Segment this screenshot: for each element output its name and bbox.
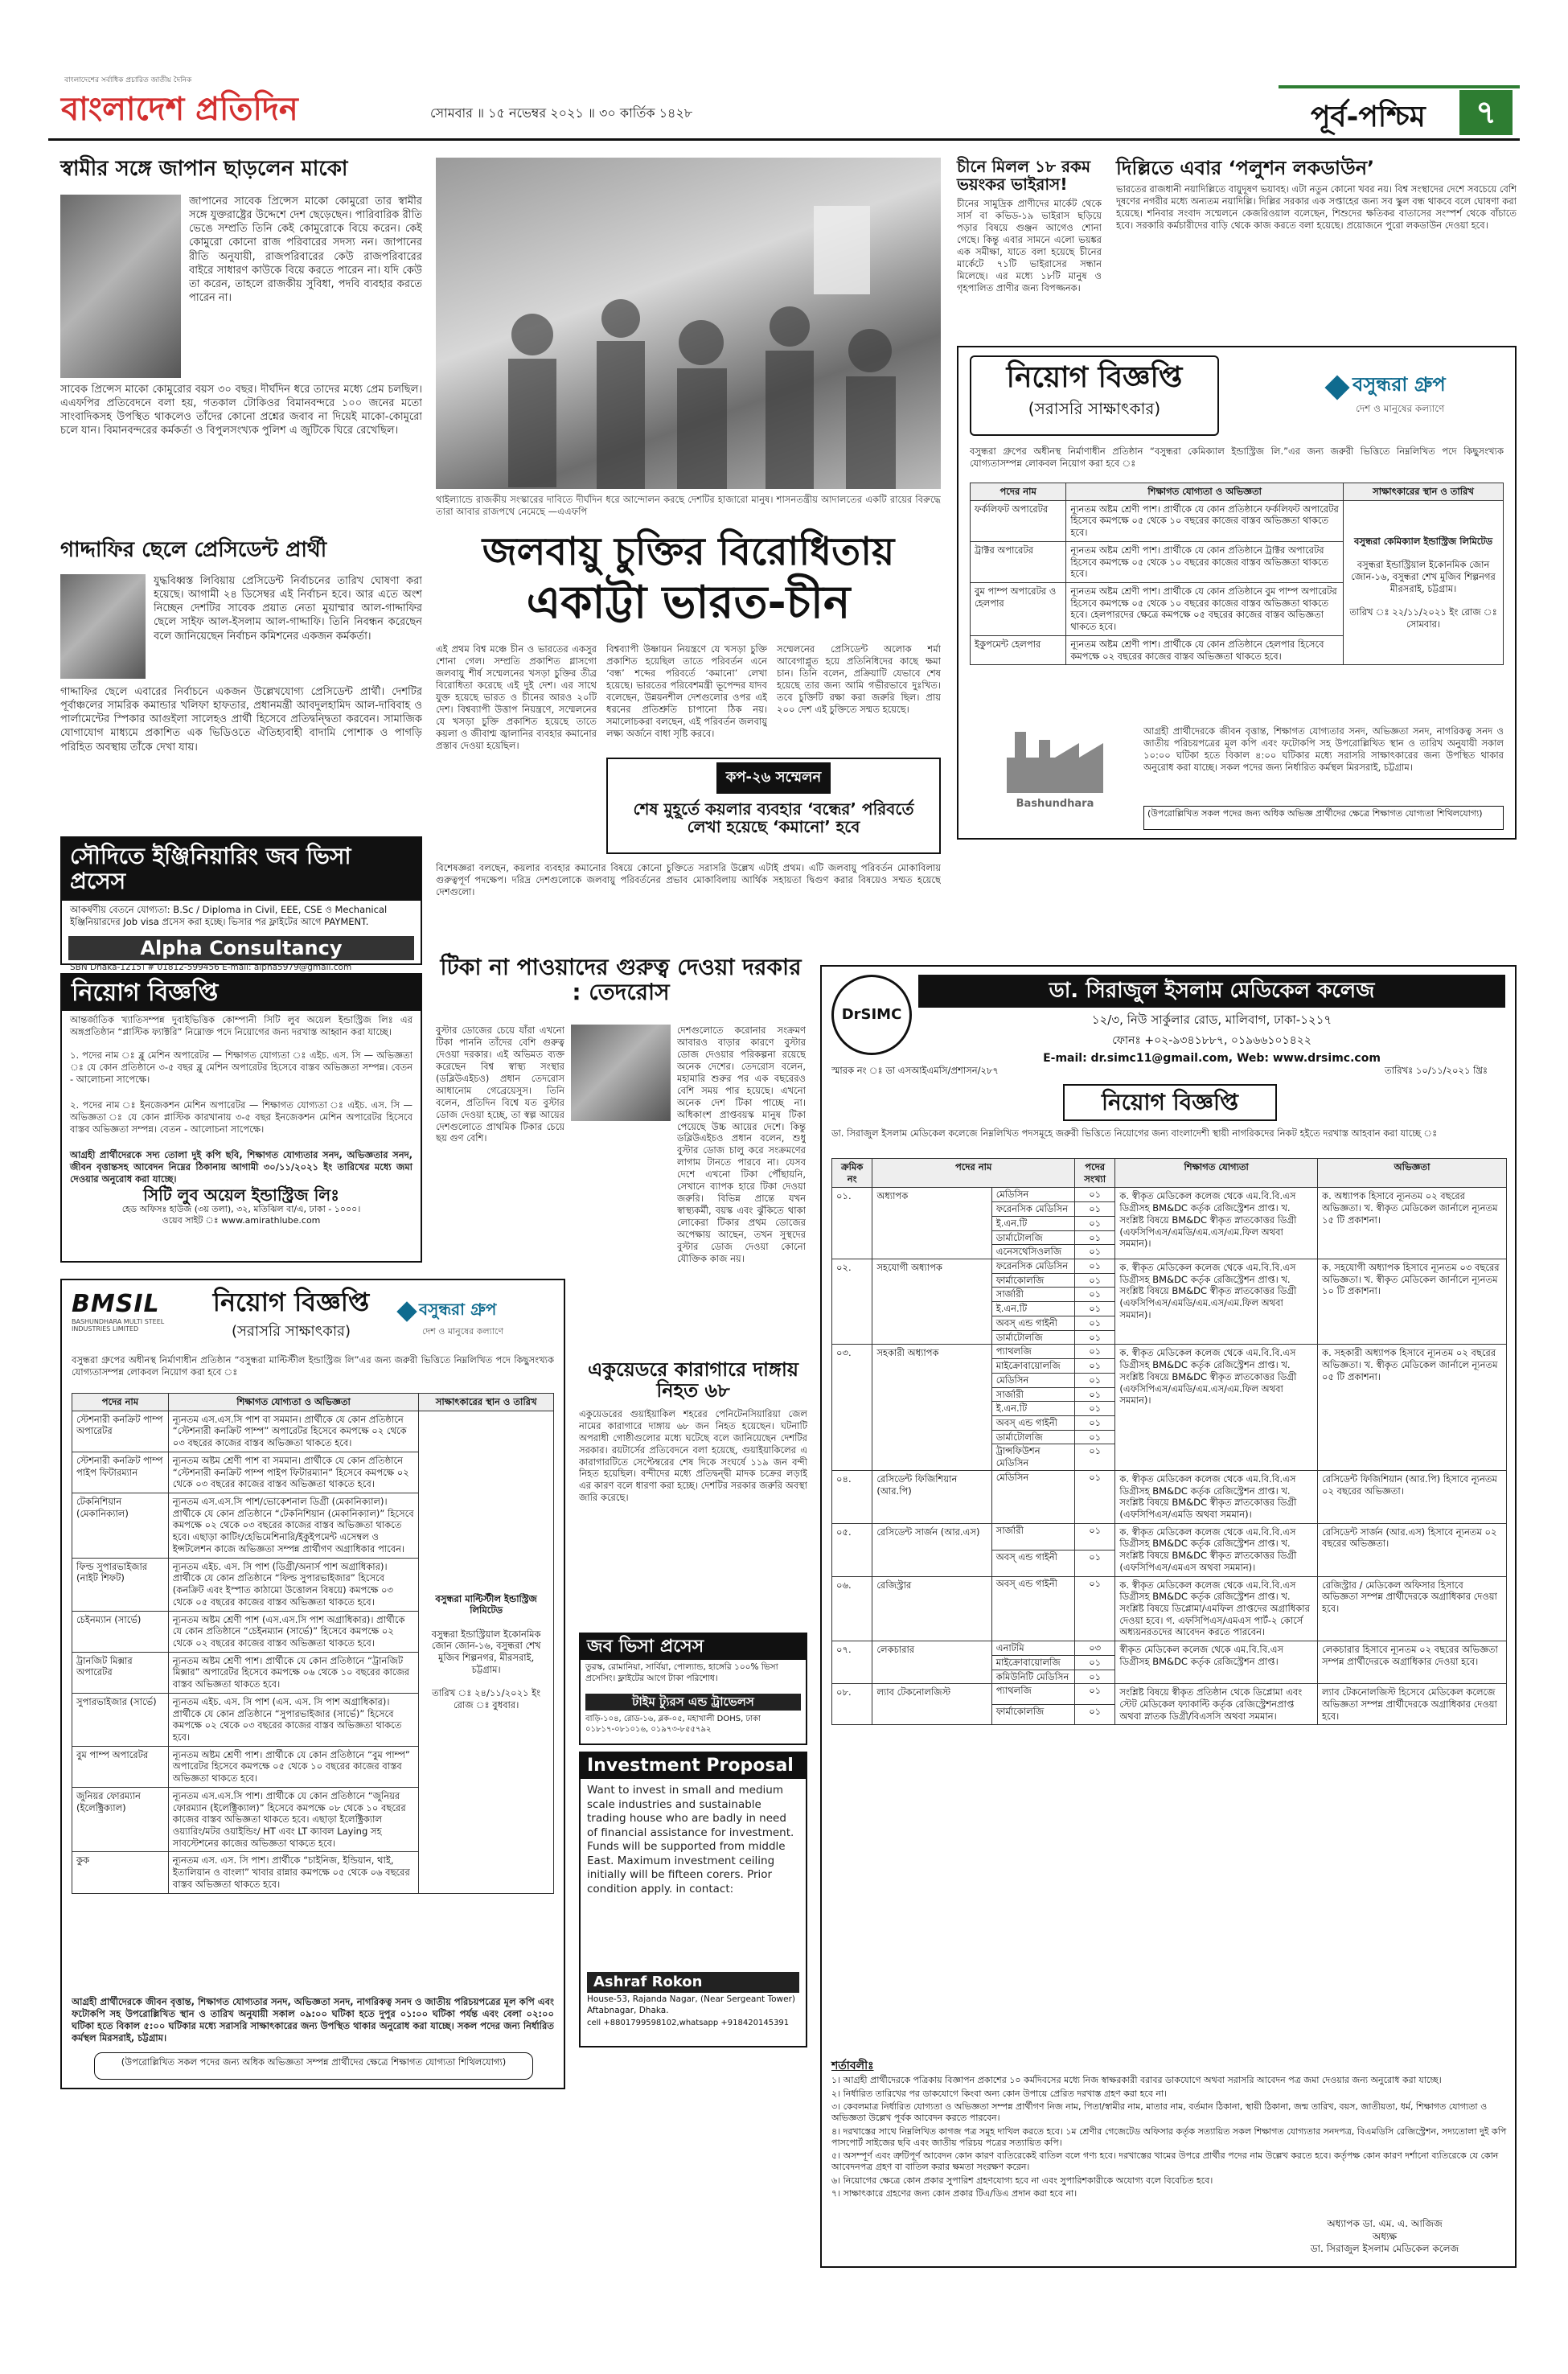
col-header: শিক্ষাগত যোগ্যতা ও অভিজ্ঞতা	[168, 1394, 418, 1411]
article-body: জাপানের সাবেক প্রিন্সেস মাকো কোমুরো তার স্বামীর সঙ্গে যুক্তরাষ্ট্রের উদ্দেশে দেশ ছেড়েছেন। পারিবারিক রীতি ভেঙে সম্প্রতি তিনি কেই কোমুরোকে বিয়ে করেন। কেই কোমুরো কোনো রাজ পরিবারের সদস্য নন। জাপানের রীতি অনুযায়ী, রাজপরিবারের কেউ রাজপরিবারের বাইরে সাধারণ কাউকে বিয়ে করতে পারেন না। যদি কেউ তা করেন, তাহলে রাজকীয় সুবিধা, পদবি ব্যবহার করতে পারেন না।	[189, 195, 422, 305]
ad-title-box	[191, 1288, 392, 1345]
department: অবস্ এন্ড গাইনী	[991, 1415, 1074, 1430]
college-phone: ফোনঃ +০২-৯৩৪১৮৮৭, ০১৯৬৬১০১৪২২	[1112, 1033, 1311, 1047]
post-count: ০১	[1075, 1330, 1115, 1345]
article-body: বিশ্বব্যাপী উষ্ণায়ন নিয়ন্ত্রণে যে খসড়া চুক্তি প্রকাশিত হয়েছিল তাতে পরিবর্তন এনে ‘বন্ধ’ শব্দের পরিবর্তে ‘কমানো’ লেখা হয়েছে। ভারতের পরিবেশমন্ত্রী ভূপেন্দর যাদব বলেছেন, উন্নয়নশীল দেশগুলোর ওপর এই ধরনের প্রতিশ্রুতি চাপানো ঠিক নয়। সমালোচকরা বলছেন, এই পরিবর্তন জলবায়ু লক্ষ্য অর্জনে বাধা সৃষ্টি করবে।	[606, 643, 767, 739]
contact-address: House-53, Rajanda Nagar, (Near Sergeant Tower) Aftabnagar, Dhaka.	[587, 1994, 795, 2015]
section-name: পূর্ব-পশ্চিম	[1311, 101, 1426, 133]
article-body: দেশগুলোতে করোনার সংক্রমণ আবারও বাড়ার কারণে বুস্টার ডোজ দেওয়ার পরিকল্পনা রয়েছে অনেক দেশের। তেদরোস বলেন, মহামারি শুরুর পর এক বছরেরও বেশি সময় পার হয়েছে। এখনো অনেক দেশ টিকা পাচ্ছে না। অধিকাংশ প্রাপ্তবয়স্ক মানুষ টিকা পেয়েছে উচ্চ আয়ের দেশে। কিন্তু ডব্লিউএইচও প্রধান বলেন, শুধু বুস্টার ডোজ চালু করে সংক্রমণের লাগাম টানতে পারবে না। যেসব দেশে এখনো টিকা পৌঁছায়নি, সেখানে ব্যাপক হারে টিকা দেওয়া জরুরি। বিভিন্ন প্রান্তে যখন স্বাস্থ্যকর্মী, বয়স্ক এবং ঝুঁকিতে থাকা লোকেরা টিকার প্রথম ডোজের অপেক্ষায় আছেন, তখন সুস্থদের বুস্টার ডোজ দেওয়া কোনো যৌক্তিক কাজ নয়।	[677, 1025, 806, 1264]
ad-title: নিয়োগ বিজ্ঞপ্তি	[1101, 1089, 1239, 1115]
table-row: স্টেশনারী কনক্রিট পাম্প অপারেটর ন্যূনতম এস.এস.সি পাশ বা সমমান। প্রার্থীকে যে কোন প্রতিষ্ঠানে “স্টেশনারী কনক্রিট পাম্প” অপারেটর হিসেবে কমপক্ষে ০২ থেকে ০৩ বছরের কাজের বাস্তব অভিজ্ঞতা থাকতে হবে। বসুন্ধরা মাল্টিস্টীল ইন্ডাস্ট্রিজ লিমিটেড বসুন্ধরা ইন্ডাস্ট্রিয়াল ইকোনমিক জোন জোন-১৬, বসুন্ধরা শেখ মুজিব শিল্পনগর, মীরসরাই, চট্টগ্রাম। তারিখ ঃ ২৪/১১/২০২১ ইং রোজ ঃ বুধবার।	[72, 1411, 554, 1452]
brand-tagline: দেশ ও মানুষের কল্যাণে	[422, 1326, 504, 1337]
college-email[interactable]: E-mail: dr.simc11@gmail.com, Web: www.drsimc.com	[1043, 1051, 1381, 1065]
ad-subtitle: (সরাসরি সাক্ষাৎকার)	[232, 1323, 351, 1341]
table-row: ০৫. রেসিডেন্ট সার্জন (আর.এস) সার্জারী ০১ ক. স্বীকৃত মেডিকেল কলেজ থেকে এম.বি.বি.এস ডিগ্রীসহ BM&DC কর্তৃক রেজিস্ট্রেশন প্রাপ্ত। খ. সংশ্লিষ্ট বিষয়ে BM&DC স্বীকৃত স্নাতকোত্তর ডিগ্রী (এফসিপিএস/এমএস অথবা সমমান)। রেসিডেন্ট সার্জন (আর.এস) হিসাবে ন্যূনতম ০২ বছরের অভিজ্ঞতা।	[832, 1523, 1507, 1550]
contact: SBN Dhaka-1215। # 01812-599456 E-mail: alpha5979@gmail.com	[70, 962, 352, 972]
department: ডার্মাটোলজি	[991, 1330, 1074, 1345]
job-table	[970, 483, 1504, 665]
highlight-text: শেষ মুহূর্তে কয়লার ব্যবহার ‘বন্ধের’ পরিবর্তে লেখা হয়েছে ‘কমানো’ হবে	[633, 799, 914, 836]
post-count: ০১	[1075, 1359, 1115, 1374]
article-ecuador	[579, 1359, 807, 1624]
post-name: ল্যাব টেকনোলজিস্ট	[872, 1684, 991, 1725]
qualification: ক. স্বীকৃত মেডিকেল কলেজ থেকে এম.বি.বি.এস ডিগ্রীসহ BM&DC কর্তৃক রেজিস্ট্রেশন প্রাপ্ত। খ. সংশ্লিষ্ট বিষয়ে BM&DC স্বীকৃত স্নাতকোত্তর ডিগ্রী (এফসিপিএস/এমএস অথবা সমমান)।	[1115, 1523, 1318, 1576]
signature-block	[1256, 2218, 1513, 2256]
col-header: শিক্ষাগত যোগ্যতা	[1115, 1159, 1318, 1188]
col-header: অভিজ্ঞতা	[1318, 1159, 1507, 1188]
department: প্যাথলজি	[991, 1684, 1074, 1705]
apply-text: আগ্রহী প্রার্থীদেরকে সদ্য তোলা দুই কপি ছবি, শিক্ষাগত যোগ্যতার সনদ, অভিজ্ঞতার সনদ, জীবন বৃত্তান্তসহ আবেদন নিম্নের ঠিকানায় আগামী ৩০/১১/২০২১ ইং তারিখের মধ্যে জমা দেওয়ার অনুরোধ করা যাচ্ছে।	[70, 1149, 413, 1185]
post-count: ০১	[1075, 1523, 1115, 1550]
department: ই.এন.টি	[991, 1302, 1074, 1316]
article-body: একুয়েডরের গুয়াইয়াকিল শহরের পেনিটেনসিয়ারিয়া জেল নামের কারাগারে দাঙ্গায় ৬৮ জন নিহত হয়েছেন। ঘটনাটি অপরাধী গোষ্ঠীগুলোর মধ্যে ঘটেছে বলে জানিয়েছেন দেশটির সরকার। রয়টার্সের প্রতিবেদনে বলা হয়েছে, গুয়াইয়াকিলের এ কারাগারটিতে সেপ্টেম্বরের শেষ দিকে সংঘর্ষে ১১৯ জন বন্দী নিহত হয়েছিল। বন্দীদের মধ্যে প্রতিদ্বন্দ্বী মাদক চক্রের লড়াই এর কারণ বলে ধারণা করা হচ্ছে। দেশটির সরকার জরুরি অবস্থা জারি করেছে।	[579, 1407, 807, 1504]
article-body: গাদ্দাফির ছেলে এবারের নির্বাচনে একজন উল্লেখযোগ্য প্রেসিডেন্ট প্রার্থী। দেশটির পূর্বাঞ্চলের সামরিক কমান্ডার খলিফা হাফতার, প্রধানমন্ত্রী আবদুলহামিদ আল-দাবিবাহ ও পার্লামেন্টের স্পিকার আগুইলা সালেহও প্রার্থী হিসেবে প্রতিদ্বন্দ্বিতা করবেন। সামাজিক যোগাযোগ মাধ্যমে প্রকাশিত এক ভিডিওতে ঐতিহ্যবাহী বাদামি পোশাক ও পাগড়ি পরিহিত অবস্থায় তাঁকে দেখা যায়।	[60, 686, 422, 754]
table-row: ০৭. লেকচারার এনাটমি ০৩ স্বীকৃত মেডিকেল কলেজ থেকে এম.বি.বি.এস ডিগ্রীসহ BM&DC কর্তৃক রেজিস্ট্রেশন প্রাপ্ত। লেকচারার হিসাবে ন্যূনতম ০২ বছরের অভিজ্ঞতা সম্পন্ন প্রার্থীদেরকে অগ্রাধিকার দেওয়া হবে।	[832, 1641, 1507, 1656]
department: মাইক্রোবায়োলজি	[991, 1359, 1074, 1374]
bashundhara-brand	[400, 1298, 552, 1340]
department: এনাটমি	[991, 1641, 1074, 1656]
col-header: পদের সংখ্যা	[1075, 1159, 1115, 1188]
post-count: ০১	[1075, 1670, 1115, 1684]
ad-title: Investment Proposal	[581, 1753, 806, 1779]
terms	[831, 2060, 1507, 2221]
headline: একুয়েডরে কারাগারে দাঙ্গায় নিহত ৬৮	[587, 1358, 799, 1403]
post-count: ০১	[1075, 1259, 1115, 1274]
signatory-title: অধ্যক্ষ	[1372, 2230, 1398, 2242]
post-count: ০১	[1075, 1444, 1115, 1470]
department: অবস্ এন্ড গাইনী	[991, 1576, 1074, 1641]
department: ফার্মাকোলজি	[991, 1704, 1074, 1725]
post-count: ০১	[1075, 1202, 1115, 1217]
table-row: ট্রানজিট মিক্সার অপারেটর ন্যূনতম অষ্টম শ্রেণী পাশ। প্রার্থীকে যে কোন প্রতিষ্ঠানে “ট্রানজিট মিক্সার” অপারেটর হিসেবে কমপক্ষে ০৬ থেকে ১০ বছরের কাজের বাস্তব অভিজ্ঞতা থাকতে হবে।	[72, 1652, 554, 1693]
article-body: সম্মেলনের প্রেসিডেন্ট অলোক শর্মা আবেগাপ্লুত হয়ে প্রতিনিধিদের কাছে ক্ষমা চান। তিনি বলেন, প্রক্রিয়াটি যেভাবে শেষ হয়েছে তার জন্য আমি গভীরভাবে দুঃখিত। তবে চুক্তিটি রক্ষা করা জরুরি ছিল। প্রায় ২০০ দেশ এই চুক্তিতে সম্মত হয়েছে।	[777, 643, 941, 715]
article-japan	[60, 158, 422, 528]
factory-logo	[975, 725, 1135, 822]
college-address: ১২/৩, নিউ সার্কুলার রোড, মালিবাগ, ঢাকা-১২১৭	[1091, 1012, 1332, 1027]
post-name: রেসিডেন্ট ফিজিশিয়ান (আর.পি)	[872, 1470, 991, 1523]
company-name: সিটি লুব অয়েল ইন্ডাস্ট্রিজ লিঃ	[143, 1185, 339, 1205]
contact-name: Ashraf Rokon	[587, 1972, 799, 1993]
qualification: স্বীকৃত মেডিকেল কলেজ থেকে এম.বি.বি.এস ডিগ্রীসহ BM&DC কর্তৃক রেজিস্ট্রেশন প্রাপ্ত।	[1115, 1641, 1318, 1684]
job-post-1: ১. পদের নাম ঃ ব্লু মেশিন অপারেটর — শিক্ষাগত যোগ্যতা ঃ এইচ. এস. সি — অভিজ্ঞতা ঃ যে কোন প্রতিষ্ঠানে ৩-৫ বছর ব্লু মেশিন অপারেটর হিসেবে বাস্তব অভিজ্ঞতা সম্পন্ন। বেতন - আলোচনা সাপেক্ষে।	[70, 1049, 413, 1085]
interview-place: বসুন্ধরা মাল্টিস্টীল ইন্ডাস্ট্রিজ লিমিটেড	[435, 1592, 537, 1616]
table-row: ০৬. রেজিস্ট্রার অবস্ এন্ড গাইনী ০১ ক. স্বীকৃত মেডিকেল কলেজ থেকে এম.বি.বি.এস ডিগ্রীসহ BM&DC কর্তৃক রেজিস্ট্রেশন প্রাপ্ত। খ. সংশ্লিষ্ট বিষয়ে ডিপ্লোমা/এমফিল প্রাপ্তদের অগ্রাধিকার দেওয়া হবে। গ. এফসিপিএস/এমএস পার্ট-২ কোর্সে অধ্যয়নরতদের আবেদন করতে পারবেন। রেজিস্ট্রার / মেডিকেল অফিসার হিসাবে অভিজ্ঞতা সম্পন্ন প্রার্থীদেরকে অগ্রাধিকার দেওয়া হবে।	[832, 1576, 1507, 1641]
ad-footer: আগ্রহী প্রার্থীদেরকে জীবন বৃত্তান্ত, শিক্ষাগত যোগ্যতার সনদ, অভিজ্ঞতা সনদ, নাগরিকত্ব সনদ ও জাতীয় পরিচয়পত্রের মূল কপি এবং ফটোকপি সহ উপরোল্লিখিত স্থান ও তারিখ অনুযায়ী সকাল ০৯:০০ ঘটিকা হতে দুপুর ০১:০০ ঘটিকা পর্যন্ত এবং বেলা ০২:০০ ঘটিকা হতে বিকাল ৫:০০ ঘটিকার মধ্যে সরাসরি সাক্ষাৎকারের জন্য উপস্থিত থাকার অনুরোধ করা যাচ্ছে। সকল পদের জন্য নির্ধারিত কর্মস্থল মিরসরাই, চট্টগ্রাম।	[72, 1996, 554, 2043]
post-count: ০১	[1075, 1345, 1115, 1359]
post-name: রেজিস্ট্রার	[872, 1576, 991, 1641]
department: ট্রান্সফিউশন মেডিসিন	[991, 1444, 1074, 1470]
interview-place: বসুন্ধরা কেমিক্যাল ইন্ডাস্ট্রিজ লিমিটেড	[1353, 535, 1493, 547]
table-row: সুপারভাইজার (সার্ভে) ন্যূনতম এইচ. এস. সি পাশ (এস. এস. সি পাশ অগ্রাধিকার)। প্রার্থীকে যে কোন প্রতিষ্ঠানে “সুপারভাইজার (সার্ভে)” হিসেবে কমপক্ষে ০২ থেকে ০৩ বছরের কাজের বাস্তব অভিজ্ঞতা থাকতে হবে।	[72, 1693, 554, 1746]
department: সার্জারী	[991, 1387, 1074, 1402]
article-delhi	[1116, 158, 1517, 343]
col-header: ক্রমিক নং	[832, 1159, 872, 1188]
qualification: ক. স্বীকৃত মেডিকেল কলেজ থেকে এম.বি.বি.এস ডিগ্রীসহ BM&DC কর্তৃক রেজিস্ট্রেশন প্রাপ্ত। খ. সংশ্লিষ্ট বিষয়ে ডিপ্লোমা/এমফিল প্রাপ্তদের অগ্রাধিকার দেওয়া হবে। গ. এফসিপিএস/এমএস পার্ট-২ কোর্সে অধ্যয়নরতদের আবেদন করতে পারবেন।	[1115, 1576, 1318, 1641]
table-row: ফিল্ড সুপারভাইজার (নাইট শিফট) ন্যূনতম এইচ. এস. সি পাশ (ডিগ্রী/অনার্স পাশ অগ্রাধিকার)। প্রার্থীকে যে কোন প্রতিষ্ঠানে “ফিল্ড সুপারভাইজার” হিসেবে (কনক্রিট এবং ইস্পাত কাঠামো উত্তোলন বিষয়ে) কমপক্ষে ০৩ থেকে ০৫ বছরের কাজের বাস্তব অভিজ্ঞতা থাকতে হবে।	[72, 1558, 554, 1611]
post-count: ০১	[1075, 1273, 1115, 1288]
protest-photo	[436, 158, 941, 489]
bashundhara-leaf-icon	[1324, 375, 1349, 400]
qualification: ক. স্বীকৃত মেডিকেল কলেজ থেকে এম.বি.বি.এস ডিগ্রীসহ BM&DC কর্তৃক রেজিস্ট্রেশন প্রাপ্ত। খ. সংশ্লিষ্ট বিষয়ে BM&DC স্বীকৃত স্নাতকোত্তর ডিগ্রী (এফসিপিএস/এমডি/এম.এস/এম.ফিল অথবা সমমান)।	[1115, 1345, 1318, 1470]
post-count: ০১	[1075, 1188, 1115, 1202]
ad-note: (উপরোল্লিখিত সকল পদের জন্য অধিক অভিজ্ঞ প্রার্থীদের ক্ষেত্রে শিক্ষাগত যোগ্যতা শিথিলযোগ্য)	[1143, 806, 1504, 830]
article-body: যুদ্ধবিধ্বস্ত লিবিয়ায় প্রেসিডেন্ট নির্বাচনের তারিখ ঘোষণা করা হয়েছে। আগামী ২৪ ডিসেম্বর এই নির্বাচন হবে। আর এতে অংশ নিচ্ছেন দেশটির সাবেক প্রয়াত নেতা মুয়াম্মার আল-গাদ্দাফির ছেলে সাইফ আল-ইসলাম আল-গাদ্দাফি। তিনি নিবন্ধন করেছেন বলে জানিয়েছেন নির্বাচন কমিশনের একজন কর্মকর্তা।	[154, 575, 422, 643]
post-count: ০১	[1075, 1245, 1115, 1259]
department: ই.এন.টি	[991, 1216, 1074, 1230]
table-row: স্টেশনারী কনক্রিট পাম্প পাইপ ফিটারম্যান ন্যূনতম অষ্টম শ্রেণী পাশ বা সমমান। প্রার্থীকে যে কোন প্রতিষ্ঠানে “স্টেশনারী কনক্রিট পাম্প পাইপ ফিটারম্যান” হিসেবে কমপক্ষে ০২ থেকে ০৩ বছরের কাজের বাস্তব অভিজ্ঞতা থাকতে হবে।	[72, 1452, 554, 1493]
experience: লেকচারার হিসাবে ন্যূনতম ০২ বছরের অভিজ্ঞতা সম্পন্ন প্রার্থীদেরকে অগ্রাধিকার দেওয়া হবে।	[1318, 1641, 1507, 1684]
brand-name: বসুন্ধরা গ্রুপ	[1353, 373, 1446, 396]
ad-job-visa	[579, 1633, 807, 1745]
post-count: ০১	[1075, 1402, 1115, 1416]
article-body: বিশেষজ্ঞরা বলছেন, কয়লার ব্যবহার কমানোর বিষয়ে কোনো চুক্তিতে সরাসরি উল্লেখ এটাই প্রথম। এটি জলবায়ু পরিবর্তন মোকাবিলায় গুরুত্বপূর্ণ পদক্ষেপ। দরিদ্র দেশগুলোকে জলবায়ু পরিবর্তনের প্রভাব মোকাবিলায় আর্থিক সহায়তা দ্বিগুণ করার বিষয়েও সম্মত হয়েছে দেশগুলো।	[436, 862, 941, 897]
photo	[60, 195, 181, 378]
ad-text: তুরস্ক, রোমানিয়া, সার্বিয়া, পোল্যান্ড, হাঙ্গেরি ১০০% ভিসা প্রসেসিং। ফ্লাইটের আগে টাকা পরিশোধ।	[585, 1662, 778, 1683]
post-name: সহযোগী অধ্যাপক	[872, 1259, 991, 1345]
experience: রেসিডেন্ট ফিজিশিয়ান (আর.পি) হিসাবে ন্যূনতম ০২ বছরের অভিজ্ঞতা।	[1318, 1470, 1507, 1523]
contact-phone: cell +8801799598102,whatsapp +918420145391	[587, 2019, 790, 2028]
agency-name: টাইম ট্যুরস এন্ড ট্রাভেলস	[585, 1694, 801, 1711]
ad-simc	[820, 965, 1517, 2268]
department: মেডিসিন	[991, 1188, 1074, 1202]
masthead-rule	[48, 138, 1520, 141]
article-body: ভারতের রাজধানী নয়াদিল্লিতে বায়ুদূষণ ভয়াবহ। এটা নতুন কোনো খবর নয়। বিশ্ব সংস্থাদের দেশে সবচেয়ে বেশি দূষণের নগরীর মধ্যে অন্যতম নয়াদিল্লি। দিল্লির সরকার এক সপ্তাহের জন্য সব স্কুল বন্ধ থাকবে বলে ঘোষণা করা হয়েছে। শনিবার সংবাদ সম্মেলনে কেজরিওয়াল বলেছেন, শিশুদের ক্ষতিকর বাতাসের সংস্পর্শ থেকে বাঁচাতে হবে। সরকারি কর্মচারীদের বাড়ি থেকে কাজ করতে বলা হয়েছে। প্রয়োজনে পুরো লকডাউন দেওয়া হবে।	[1116, 183, 1517, 232]
department: সার্জারী	[991, 1523, 1074, 1550]
ad-title-box	[970, 355, 1219, 436]
ad-intro: ডা. সিরাজুল ইসলাম মেডিকেল কলেজে নিম্নলিখিত পদসমূহে জরুরী ভিত্তিতে নিয়োগের জন্য বাংলাদেশী স্থায়ী নাগরিকদের নিকট হইতে দরখাস্ত আহবান করা যাচ্ছে ঃ	[831, 1127, 1438, 1139]
crowd-illustration	[436, 158, 941, 489]
post-count: ০১	[1075, 1288, 1115, 1302]
headline: স্বামীর সঙ্গে জাপান ছাড়লেন মাকো	[60, 157, 348, 181]
ad-title-box	[1063, 1084, 1277, 1121]
ad-saudi-visa	[60, 836, 422, 972]
bmsil-logo	[72, 1290, 184, 1333]
contact: বাড়ি-১০৪, রোড-১৬, ব্লক-০৫, মহাখালী DOHS, ঢাকা ০১৮১৭-০৮১০১৬, ০১৯৭৩-৮৫৫৭৯২	[585, 1714, 761, 1734]
college-name: ডা. সিরাজুল ইসলাম মেডিকেল কলেজ	[918, 975, 1505, 1008]
masthead-date: সোমবার ॥ ১৫ নভেম্বর ২০২১ ॥ ৩০ কার্তিক ১৪২৮	[430, 105, 693, 121]
ad-city-lube	[60, 973, 422, 1263]
simc-logo	[831, 975, 912, 1055]
post-count: ০১	[1075, 1470, 1115, 1523]
newspaper-logo[interactable]: বাংলাদেশ প্রতিদিন	[61, 90, 298, 128]
department: ডার্মাটোলজি	[991, 1430, 1074, 1444]
department: ডার্মাটোলজি	[991, 1230, 1074, 1245]
article-body: এই প্রথম বিশ্ব মঞ্চে চীন ও ভারতের একসুর শোনা গেল। সম্প্রতি প্রকাশিত গ্লাসগো জলবায়ু শীর্ষ সম্মেলনের খসড়া চুক্তির তীব্র বিরোধিতা করেছে এই দুই দেশ। এর সাথে যুক্ত হয়েছে ভারত ও চীনের আরও ২০টি দেশ। বিশ্বব্যাপী উত্তাপ নিয়ন্ত্রণে, সম্মেলনের যে খসড়া চুক্তি প্রকাশিত হয়েছে তাতে কয়লা ও জীবাশ্ম জ্বালানির ব্যবহার কমানোর প্রস্তাব দেওয়া হয়েছিল।	[436, 643, 597, 751]
company-website[interactable]: ওয়েব সাইট ঃ www.amirathlube.com	[162, 1215, 321, 1226]
col-header: পদের নাম	[971, 483, 1066, 501]
signatory-name: অধ্যাপক ডা. এম. এ. আজিজ	[1327, 2218, 1443, 2229]
department: মাইক্রোবায়োলজি	[991, 1655, 1074, 1670]
page-number: ৭	[1475, 94, 1496, 131]
table-row: ০৪. রেসিডেন্ট ফিজিশিয়ান (আর.পি) মেডিসিন ০১ ক. স্বীকৃত মেডিকেল কলেজ থেকে এম.বি.বি.এস ডিগ্রীসহ BM&DC কর্তৃক রেজিস্ট্রেশন প্রাপ্ত। খ. সংশ্লিষ্ট বিষয়ে BM&DC স্বীকৃত স্নাতকোত্তর ডিগ্রী (এফসিপিএস/এমডি অথবা সমমান)। রেসিডেন্ট ফিজিশিয়ান (আর.পি) হিসাবে ন্যূনতম ০২ বছরের অভিজ্ঞতা।	[832, 1470, 1507, 1523]
ad-title: জব ভিসা প্রসেস	[581, 1634, 806, 1660]
table-row: ইকুপমেন্ট হেলপার ন্যূনতম অষ্টম শ্রেণী পাশ। প্রার্থীকে যে কোন প্রতিষ্ঠানে হেলপার হিসেবে কমপক্ষে ০২ বছরের কাজের বাস্তব অভিজ্ঞতা থাকতে হবে।	[971, 635, 1504, 664]
qualification: ক. স্বীকৃত মেডিকেল কলেজ থেকে এম.বি.বি.এস ডিগ্রীসহ BM&DC কর্তৃক রেজিস্ট্রেশন প্রাপ্ত। খ. সংশ্লিষ্ট বিষয়ে BM&DC স্বীকৃত স্নাতকোত্তর ডিগ্রী (এফসিপিএস/এমডি/এম.এস/এম.ফিল অথবা সমমান)।	[1115, 1259, 1318, 1345]
table-row: চেইনম্যান (সার্ভে) ন্যূনতম অষ্টম শ্রেণী পাশ (এস.এস.সি পাশ অগ্রাধিকার)। প্রার্থীকে যে কোন প্রতিষ্ঠানে “চেইনম্যান (সার্ভে)” হিসেবে কমপক্ষে ০২ থেকে ০২ বছরের কাজের বাস্তব অভিজ্ঞতা থাকতে হবে।	[72, 1611, 554, 1652]
vacancy-table	[831, 1158, 1507, 1725]
table-row: ০২. সহযোগী অধ্যাপক ফরেনসিক মেডিসিন ০১ ক. স্বীকৃত মেডিকেল কলেজ থেকে এম.বি.বি.এস ডিগ্রীসহ BM&DC কর্তৃক রেজিস্ট্রেশন প্রাপ্ত। খ. সংশ্লিষ্ট বিষয়ে BM&DC স্বীকৃত স্নাতকোত্তর ডিগ্রী (এফসিপিএস/এমডি/এম.এস/এম.ফিল অথবা সমমান)। ক. সহযোগী অধ্যাপক হিসাবে ন্যূনতম ০৩ বছরের অভিজ্ঞতা। খ. স্বীকৃত মেডিকেল জার্নালে ন্যূনতম ১০ টি প্রকাশনা।	[832, 1259, 1507, 1274]
masthead-tagline: বাংলাদেশের সর্বাধিক প্রচারিত জাতীয় দৈনিক	[64, 76, 192, 84]
brand-tagline: দেশ ও মানুষের কল্যাণে	[1356, 403, 1445, 414]
experience: ল্যাব টেকনোলজিস্ট হিসেবে মেডিকেল কলেজে অভিজ্ঞতা সম্পন্ন প্রার্থীদেরকে অগ্রাধিকার দেওয়া হবে।	[1318, 1684, 1507, 1725]
department: কমিউনিটি মেডিসিন	[991, 1670, 1074, 1684]
term-item: ৪। দরখাস্তের সাথে নিম্নলিখিত কাগজ পত্র সমূহ দাখিল করতে হবে। ১ম শ্রেণীর গেজেটেড অফিসার কর্তৃক সত্যায়িত সকল শিক্ষাগত যোগ্যতার সনদপত্র, বিএমডিসি রেজিস্ট্রেশন, সদ্যতোলা দুই কপি পাসপোর্ট সাইজের ছবি এবং জাতীয় পরিচয় পত্রের সত্যায়িত কপি।	[831, 2126, 1507, 2148]
department: ই.এন.টি	[991, 1402, 1074, 1416]
ad-bashundhara-multisteel	[60, 1279, 565, 2089]
interview-address: বসুন্ধরা ইন্ডাস্ট্রিয়াল ইকোনমিক জোন জোন-১৬, বসুন্ধরা শেখ মুজিব শিল্পনগর মীরসরাই, চট্টগ্রাম।	[1351, 559, 1496, 594]
headline: গাদ্দাফির ছেলে প্রেসিডেন্ট প্রার্থী	[60, 538, 327, 562]
job-table	[72, 1393, 554, 1894]
col-header: শিক্ষাগত যোগ্যতা ও অভিজ্ঞতা	[1066, 483, 1344, 501]
ad-bashundhara-chemical	[957, 346, 1517, 840]
ad-text: আকর্ষণীয় বেতনে যোগ্যতা: B.Sc / Diploma in Civil, EEE, CSE ও Mechanical ইঞ্জিনিয়ারদের Job visa প্রসেস করা হচ্ছে। ভিসার পর ফ্লাইটের আগে PAYMENT.	[70, 903, 388, 927]
ad-title: নিয়োগ বিজ্ঞপ্তি	[62, 975, 421, 1011]
qualification: সংশ্লিষ্ট বিষয়ে স্বীকৃত প্রতিষ্ঠান থেকে ডিপ্লোমা এবং স্টেট মেডিকেল ফ্যাকাল্টি কর্তৃক রেজিস্ট্রেশনপ্রাপ্ত অথবা স্নাতক ডিগ্রী/বিএসসি অথবা সমমান।	[1115, 1684, 1318, 1725]
post-count: ০১	[1075, 1316, 1115, 1330]
term-item: ১। আগ্রহী প্রার্থীদেরকে পত্রিকায় বিজ্ঞাপন প্রকাশের ১০ কর্মদিবসের মধ্যে নিজ স্বাক্ষরকারী বরাবর ডাকযোগে অথবা সরাসরি আবেদন পত্র জমা দেওয়ার জন্য অনুরোধ করা যাচ্ছে।	[831, 2075, 1442, 2086]
post-count: ০১	[1075, 1387, 1115, 1402]
ad-title: নিয়োগ বিজ্ঞপ্তি	[1006, 361, 1183, 394]
ad-text: Want to invest in small and medium scale industries and sustainable trading house who are badly in need of financial assistance for investment. Funds will be supported from middle East. Maximum investment ceiling initially will be fifteen corers. Prior condition apply. in contact:	[587, 1784, 794, 1896]
department: মেডিসিন	[991, 1373, 1074, 1387]
ad-title: নিয়োগ বিজ্ঞপ্তি	[212, 1287, 370, 1317]
post-count: ০১	[1075, 1576, 1115, 1641]
post-count: ০১	[1075, 1655, 1115, 1670]
bashundhara-brand	[1328, 370, 1497, 418]
experience: ক. সহযোগী অধ্যাপক হিসাবে ন্যূনতম ০৩ বছরের অভিজ্ঞতা। খ. স্বীকৃত মেডিকেল জার্নালে ন্যূনতম ১০ টি প্রকাশনা।	[1318, 1259, 1507, 1345]
simc-logo-text: DrSIMC	[841, 1006, 902, 1023]
post-count: ০৩	[1075, 1641, 1115, 1656]
bmsil-logo-sub: BASHUNDHARA MULTI STEEL INDUSTRIES LIMITED	[72, 1318, 165, 1333]
headline: চীনে মিলল ১৮ রকম ভয়ংকর ভাইরাস!	[957, 157, 1091, 194]
col-header: পদের নাম	[872, 1159, 1075, 1188]
article-body: চীনের সামুদ্রিক প্রাণীদের মার্কেট থেকে সার্স বা কভিড-১৯ ভাইরাস ছড়িয়ে পড়ার বিষয়ে গুঞ্জন আগেও শোনা গেছে। কিন্তু এবার সামনে এলো ভয়ঙ্কর এক সমীক্ষা, যাতে বলা হয়েছে চীনের মার্কেটে ৭১টি ভাইরাসের সন্ধান মিলেছে। এর মধ্যে ১৮টি মানুষ ও গৃহপালিত প্রাণীর জন্য বিপজ্জনক।	[957, 198, 1102, 294]
col-header: সাক্ষাৎকারের স্থান ও তারিখ	[1344, 483, 1504, 501]
signatory-org: ডা. সিরাজুল ইসলাম মেডিকেল কলেজ	[1310, 2243, 1459, 2255]
experience: ক. সহকারী অধ্যাপক হিসাবে ন্যূনতম ০২ বছরের অভিজ্ঞতা। খ. স্বীকৃত মেডিকেল জার্নালে ন্যূনতম ০৫ টি প্রকাশনা।	[1318, 1345, 1507, 1470]
qualification: ক. স্বীকৃত মেডিকেল কলেজ থেকে এম.বি.বি.এস ডিগ্রীসহ BM&DC কর্তৃক রেজিস্ট্রেশন প্রাপ্ত। খ. সংশ্লিষ্ট বিষয়ে BM&DC স্বীকৃত স্নাতকোত্তর ডিগ্রী (এফসিপিএস/এমডি অথবা সমমান)।	[1115, 1470, 1318, 1523]
masthead-green-rule	[1279, 85, 1520, 88]
headline: দিল্লিতে এবার ‘পলুশন লকডাউন’	[1116, 157, 1375, 179]
memo-date: তারিখঃ ১০/১১/২০২১ খ্রিঃ	[1385, 1065, 1488, 1076]
article-body: সাবেক প্রিন্সেস মাকো কোমুরোর বয়স ৩০ বছর। দীর্ঘদিন ধরে তাদের মধ্যে প্রেম চলছিল। এএফপির প্রতিবেদনে বলা হয়, গতকাল টোকিওর বিমানবন্দরে ১০০ জনের মতো সাংবাদিকসহ উপস্থিত থাকলেও তাঁদের কোনো প্রশ্নের জবাব না দিয়েই মাকো-কোমুরো চলে যান। বিমানবন্দরের কর্মকর্তা ও বিপুলসংখ্যক পুলিশ এ জুটিকে ঘিরে রেখেছিল।	[60, 384, 422, 437]
table-row: বুম পাম্প অপারেটর ও হেলপার ন্যূনতম অষ্টম শ্রেণী পাশ। প্রার্থীকে যে কোন প্রতিষ্ঠানে বুম পাম্প অপারেটর হিসেবে কমপক্ষে ০৫ থেকে ১০ বছরের কাজের বাস্তব অভিজ্ঞতা থাকতে হবে। হেলপারদের ক্ষেত্রে কমপক্ষে ০৫ বছরের কাজের বাস্তব অভিজ্ঞতা থাকতে হবে।	[971, 583, 1504, 636]
department: সার্জারী	[991, 1288, 1074, 1302]
table-row: কুক ন্যূনতম এস. এস. সি পাশ। প্রার্থীকে “চাইনিজ, ইন্ডিয়ান, থাই, ইতালিয়ান ও বাংলা” খাবার রান্নার কমপক্ষে ০৫ থেকে ০৬ বছরের বাস্তব অভিজ্ঞতা থাকতে হবে।	[72, 1852, 554, 1893]
col-header: সাক্ষাৎকারের স্থান ও তারিখ	[419, 1394, 554, 1411]
terms-title: শর্তাবলীঃ	[831, 2060, 874, 2072]
ad-title: সৌদিতে ইঞ্জিনিয়ারিং জব ভিসা প্রসেস	[62, 838, 421, 901]
tedros-photo	[571, 1025, 671, 1121]
ad-footer: আগ্রহী প্রার্থীদেরকে জীবন বৃত্তান্ত, শিক্ষাগত যোগ্যতার সনদ, অভিজ্ঞতা সনদ, নাগরিকত্ব সনদ ও জাতীয় পরিচয়পত্রের মূল কপি এবং ফটোকপি সহ উপরোল্লিখিত স্থান ও তারিখ অনুযায়ী সকাল ১০:০০ ঘটিকা হতে বিকাল ৪:০০ ঘটিকার মধ্যে সরাসরি সাক্ষাৎকারের জন্য উপস্থিত থাকার অনুরোধ করা যাচ্ছে। সকল পদের জন্য নির্ধারিত কর্মস্থল মিরসরাই, চট্টগ্রাম।	[1143, 725, 1504, 773]
headline: টিকা না পাওয়াদের গুরুত্ব দেওয়া দরকার : তেদরোস	[440, 954, 802, 1005]
table-row: ফর্কলিফট অপারেটর ন্যূনতম অষ্টম শ্রেণী পাশ। প্রার্থীকে যে কোন প্রতিষ্ঠানে ফর্কলিফট অপারেটর হিসেবে কমপক্ষে ০৫ থেকে ১০ বছরের কাজের বাস্তব অভিজ্ঞতা থাকতে হবে। বসুন্ধরা কেমিক্যাল ইন্ডাস্ট্রিজ লিমিটেড বসুন্ধরা ইন্ডাস্ট্রিয়াল ইকোনমিক জোন জোন-১৬, বসুন্ধরা শেখ মুজিব শিল্পনগর মীরসরাই, চট্টগ্রাম। তারিখ ঃ ২২/১১/২০২১ ইং রোজ ঃ সোমবার।	[971, 500, 1504, 541]
department: অবস্ এন্ড গাইনী	[991, 1316, 1074, 1330]
headline: একাট্টা ভারত-চীন	[526, 576, 851, 629]
department: ফরেনসিক মেডিসিন	[991, 1202, 1074, 1217]
table-row: ০১. অধ্যাপক মেডিসিন ০১ ক. স্বীকৃত মেডিকেল কলেজ থেকে এম.বি.বি.এস ডিগ্রীসহ BM&DC কর্তৃক রেজিস্ট্রেশন প্রাপ্ত। খ. সংশ্লিষ্ট বিষয়ে BM&DC স্বীকৃত স্নাতকোত্তর ডিগ্রী (এফসিপিএস/এমডি/এম.এস/এম.ফিল অথবা সমমান)। ক. অধ্যাপক হিসাবে ন্যূনতম ০২ বছরের অভিজ্ঞতা। খ. স্বীকৃত মেডিকেল জার্নালে ন্যূনতম ১৫ টি প্রকাশনা।	[832, 1188, 1507, 1202]
interview-date: তারিখ ঃ ২৪/১১/২০২১ ইং রোজ ঃ বুধবার।	[432, 1687, 541, 1711]
brand-name: বসুন্ধরা গ্রুপ	[419, 1300, 497, 1319]
bmsil-logo-mark: BMSIL	[72, 1290, 160, 1318]
interview-address: বসুন্ধরা ইন্ডাস্ট্রিয়াল ইকোনমিক জোন জোন-১৬, বসুন্ধরা শেখ মুজিব শিল্পনগর, মীরসরাই, চট্টগ্রাম।	[431, 1628, 541, 1675]
table-row: টেকনিশিয়ান (মেকানিক্যাল) ন্যূনতম এস.এস.সি পাশ/ভোকেশনাল ডিগ্রী (মেকানিক্যাল)। প্রার্থীকে যে কোন প্রতিষ্ঠানে “টেকনিশিয়ান (মেকানিক্যাল)” হিসেবে কমপক্ষে ০২ থেকে ০৩ বছরের কাজের বাস্তব অভিজ্ঞতা থাকতে হবে। এছাড়া কাটিং/হেভিমেশিনারি/ইকুইপমেন্ট এসেম্বল ও ইন্সটলেশন কাজে অভিজ্ঞতা সম্পন্ন প্রার্থীগণ অগ্রাধিকার পাবেন।	[72, 1493, 554, 1559]
department: এনেসথেসিওলজি	[991, 1245, 1074, 1259]
photo	[60, 574, 146, 679]
post-count: ০১	[1075, 1550, 1115, 1576]
ad-subtitle: (সরাসরি সাক্ষাৎকার)	[1028, 398, 1161, 418]
highlight-tag: কপ-২৬ সম্মেলন	[716, 762, 831, 794]
post-name: লেকচারার	[872, 1641, 991, 1684]
term-item: ২। নির্ধারিত তারিখের পর ডাকযোগে কিংবা অন্য কোন উপায়ে প্রেরিত দরখাস্ত গ্রহণ করা হবে না।	[831, 2088, 1168, 2099]
ad-intro: বসুন্ধরা গ্রুপের অধীনস্থ নির্মাণাধীন প্রতিষ্ঠান “বসুন্ধরা কেমিক্যাল ইন্ডাস্ট্রিজ লি.”এর জন্য জরুরী ভিত্তিতে নিম্নলিখিত পদে কিছুসংখ্যক যোগ্যতাসম্পন্ন লোকবল নিয়োগ করা হবে ঃ	[970, 446, 1504, 469]
page-number-badge	[1459, 90, 1513, 135]
experience: রেসিডেন্ট সার্জন (আর.এস) হিসাবে ন্যূনতম ০২ বছরের অভিজ্ঞতা।	[1318, 1523, 1507, 1576]
table-row: ০৩. সহকারী অধ্যাপক প্যাথলজি ০১ ক. স্বীকৃত মেডিকেল কলেজ থেকে এম.বি.বি.এস ডিগ্রীসহ BM&DC কর্তৃক রেজিস্ট্রেশন প্রাপ্ত। খ. সংশ্লিষ্ট বিষয়ে BM&DC স্বীকৃত স্নাতকোত্তর ডিগ্রী (এফসিপিএস/এমডি/এম.এস/এম.ফিল অথবা সমমান)। ক. সহকারী অধ্যাপক হিসাবে ন্যূনতম ০২ বছরের অভিজ্ঞতা। খ. স্বীকৃত মেডিকেল জার্নালে ন্যূনতম ০৫ টি প্রকাশনা।	[832, 1345, 1507, 1359]
department: অবস্ এন্ড গাইনী	[991, 1550, 1074, 1576]
experience: ক. অধ্যাপক হিসাবে ন্যূনতম ০২ বছরের অভিজ্ঞতা। খ. স্বীকৃত মেডিকেল জার্নালে ন্যূনতম ১৫ টি প্রকাশনা।	[1318, 1188, 1507, 1259]
ad-investment	[579, 1752, 807, 2047]
table-row: ট্রাক্টর অপারেটর ন্যূনতম অষ্টম শ্রেণী পাশ। প্রার্থীকে যে কোন প্রতিষ্ঠানে ট্রাক্টর অপারেটর হিসেবে কমপক্ষে ০৫ থেকে ১০ বছরের কাজের বাস্তব অভিজ্ঞতা থাকতে হবে।	[971, 541, 1504, 582]
article-china	[957, 158, 1102, 359]
bashundhara-leaf-icon	[396, 1301, 417, 1321]
article-body: বুস্টার ডোজের চেয়ে যাঁরা এখনো টিকা পাননি তাঁদের বেশি গুরুত্ব দেওয়া দরকার। এই অভিমত ব্যক্ত করেছেন বিশ্ব স্বাস্থ্য সংস্থার (ডব্লিউএইচও) প্রধান তেদরোস আধানোম গেব্রেয়েসুস। তিনি বলেন, প্রতিদিন বিশ্বে যত বুস্টার ডোজ দেওয়া হচ্ছে, তা স্বল্প আয়ের দেশগুলোতে প্রাথমিক টিকার চেয়ে ছয় গুণ বেশি।	[436, 1025, 564, 1144]
company-name: Alpha Consultancy	[68, 936, 414, 960]
factory-icon	[999, 725, 1111, 795]
post-count: ০১	[1075, 1704, 1115, 1725]
table-row: জুনিয়র ফোরম্যান (ইলেক্ট্রিক্যাল) ন্যূনতম এস.এস.সি পাশ। প্রার্থীকে যে কোন প্রতিষ্ঠানে “জুনিয়র ফোরম্যান (ইলেক্ট্রিক্যাল)” হিসেবে কমপক্ষে ০৮ থেকে ১০ বছরের কাজের বাস্তব অভিজ্ঞতা থাকতে হবে। এছাড়া ইলেক্ট্রিক্যাল ওয়্যারিং/মটর ওয়াইন্ডিং/ HT এবং LT ক্যাবল Laying সহ সাবস্টেশনের কাজের অভিজ্ঞতা থাকতে হবে।	[72, 1787, 554, 1852]
post-count: ০১	[1075, 1230, 1115, 1245]
experience: রেজিস্ট্রার / মেডিকেল অফিসার হিসাবে অভিজ্ঞতা সম্পন্ন প্রার্থীদেরকে অগ্রাধিকার দেওয়া হবে।	[1318, 1576, 1507, 1641]
ad-note: (উপরোল্লিখিত সকল পদের জন্য অধিক অভিজ্ঞতা সম্পন্ন প্রার্থীদের ক্ষেত্রে শিক্ষাগত যোগ্যতা শিথিলযোগ্য)	[94, 2052, 533, 2080]
post-count: ০১	[1075, 1415, 1115, 1430]
post-name: অধ্যাপক	[872, 1188, 991, 1259]
photo-caption: থাইল্যান্ডে রাজকীয় সংস্কারের দাবিতে দীর্ঘদিন ধরে আন্দোলন করছে দেশটির হাজারো মানুষ। শাসনতন্ত্রীয় আদালতের একটি রায়ের বিরুদ্ধে তারা আবার রাজপথে নেমেছে —এএফপি	[436, 494, 941, 517]
term-item: ৩। কেবলমাত্র নির্ধারিত যোগ্যতা ও অভিজ্ঞতা সম্পন্ন প্রার্থীগণ নিজ নাম, পিতা/স্বামীর নাম, মাতার নাম, বর্তমান ঠিকানা, স্থায়ী ঠিকানা, জন্ম তারিখ, বয়স, জাতীয়তা, ধর্ম, শিক্ষাগত যোগ্যতা ও অভিজ্ঞতা উল্লেখ পূর্বক আবেদন করতে পারবেন।	[831, 2101, 1488, 2124]
table-row: বুম পাম্প অপারেটর ন্যূনতম অষ্টম শ্রেণী পাশ। প্রার্থীকে যে কোন প্রতিষ্ঠানে “বুম পাম্প” অপারেটর হিসেবে কমপক্ষে ০৫ থেকে ১০ বছরের কাজের বাস্তব অভিজ্ঞতা থাকতে হবে।	[72, 1746, 554, 1787]
post-count: ০১	[1075, 1430, 1115, 1444]
company-address: হেড অফিসঃ হাউজ (৩য় তলা), ৩২, মতিঝিল বা/এ, ঢাকা - ১০০০।	[121, 1204, 361, 1214]
post-count: ০১	[1075, 1373, 1115, 1387]
term-item: ৫। অসম্পূর্ণ এবং ত্রুটিপূর্ণ আবেদন কোন কারণ ব্যতিরেকেই বাতিল বলে গণ্য হবে। দরখাস্তের খামের উপরে প্রার্থীর পদের নাম উল্লেখ করতে হবে। কর্তৃপক্ষ কোন কারণ দর্শানো ব্যতিরেকে যে কোন আবেদনপত্র গ্রহণ বা বাতিল করার ক্ষমতা সংরক্ষণ করেন।	[831, 2150, 1499, 2173]
department: ফরেনসিক মেডিসিন	[991, 1259, 1074, 1274]
interview-date: তারিখ ঃ ২২/১১/২০২১ ইং রোজ ঃ সোমবার।	[1349, 606, 1497, 630]
table-row: ০৮. ল্যাব টেকনোলজিস্ট প্যাথলজি ০১ সংশ্লিষ্ট বিষয়ে স্বীকৃত প্রতিষ্ঠান থেকে ডিপ্লোমা এবং স্টেট মেডিকেল ফ্যাকাল্টি কর্তৃক রেজিস্ট্রেশনপ্রাপ্ত অথবা স্নাতক ডিগ্রী/বিএসসি অথবা সমমান। ল্যাব টেকনোলজিস্ট হিসেবে মেডিকেল কলেজে অভিজ্ঞতা সম্পন্ন প্রার্থীদেরকে অগ্রাধিকার দেওয়া হবে।	[832, 1684, 1507, 1705]
post-name: রেসিডেন্ট সার্জন (আর.এস)	[872, 1523, 991, 1576]
term-item: ৬। নিয়োগের ক্ষেত্রে কোন প্রকার সুপারিশ গ্রহণযোগ্য হবে না এবং সুপারিশকারীকে অযোগ্য বলে বিবেচিত হবে।	[831, 2175, 1213, 2186]
qualification: ক. স্বীকৃত মেডিকেল কলেজ থেকে এম.বি.বি.এস ডিগ্রীসহ BM&DC কর্তৃক রেজিস্ট্রেশন প্রাপ্ত। খ. সংশ্লিষ্ট বিষয়ে BM&DC স্বীকৃত স্নাতকোত্তর ডিগ্রী (এফসিপিএস/এমডি/এম.এস/এম.ফিল অথবা সমমান)।	[1115, 1188, 1318, 1259]
masthead	[48, 48, 1520, 145]
ad-intro: আন্তর্জাতিক খ্যাতিসম্পন্ন দুবাইভিত্তিক কোম্পানী সিটি লুব অয়েল ইন্ডাস্ট্রিজ লিঃ এর অঙ্গপ্রতিষ্ঠান “প্লাস্টিক ফ্যাক্টরি” নিম্নোক্ত পদে নিয়োগের জন্য দরখাস্ত আহ্বান করা যাচ্ছে।	[70, 1014, 413, 1037]
factory-logo-text: Bashundhara	[1016, 798, 1094, 810]
ad-intro: বসুন্ধরা গ্রুপের অধীনস্থ নির্মাণাধীন প্রতিষ্ঠান “বসুন্ধরা মাল্টিস্টীল ইন্ডাস্ট্রিজ লি”এর জন্য জরুরী ভিত্তিতে নিম্নলিখিত পদে কিছুসংখ্যক যোগ্যতাসম্পন্ন লোকবল নিয়োগ করা হবে ঃ	[72, 1354, 554, 1378]
post-count: ০১	[1075, 1216, 1115, 1230]
highlight-box	[606, 758, 941, 854]
post-count: ০১	[1075, 1684, 1115, 1705]
department: প্যাথলজি	[991, 1345, 1074, 1359]
simc-header	[918, 975, 1505, 1065]
memo-number: স্মারক নং ঃ ডা এসআইএমসি/প্রশাসন/২৮৭	[831, 1065, 999, 1076]
department: ফার্মাকোলজি	[991, 1273, 1074, 1288]
headline: জলবায়ু চুক্তির বিরোধিতায়	[482, 529, 895, 574]
article-gaddafi	[60, 539, 422, 828]
post-count: ০১	[1075, 1302, 1115, 1316]
post-name: সহকারী অধ্যাপক	[872, 1345, 991, 1470]
department: মেডিসিন	[991, 1470, 1074, 1523]
col-header: পদের নাম	[72, 1394, 169, 1411]
term-item: ৭। সাক্ষাৎকারে গ্রহণের জন্য কোন প্রকার টিএ/ডিএ প্রদান করা হবে না।	[831, 2188, 1077, 2199]
job-post-2: ২. পদের নাম ঃ ইনজেকশন মেশিন অপারেটর — শিক্ষাগত যোগ্যতা ঃ এইচ. এস. সি — অভিজ্ঞতা ঃ যে কোন প্লাস্টিক কারখানায় ৩-৫ বছর ইনজেকশন মেশিন অপারেটর হিসেবে বাস্তব অভিজ্ঞতা সম্পন্ন। বেতন - আলোচনা সাপেক্ষে।	[70, 1099, 413, 1135]
